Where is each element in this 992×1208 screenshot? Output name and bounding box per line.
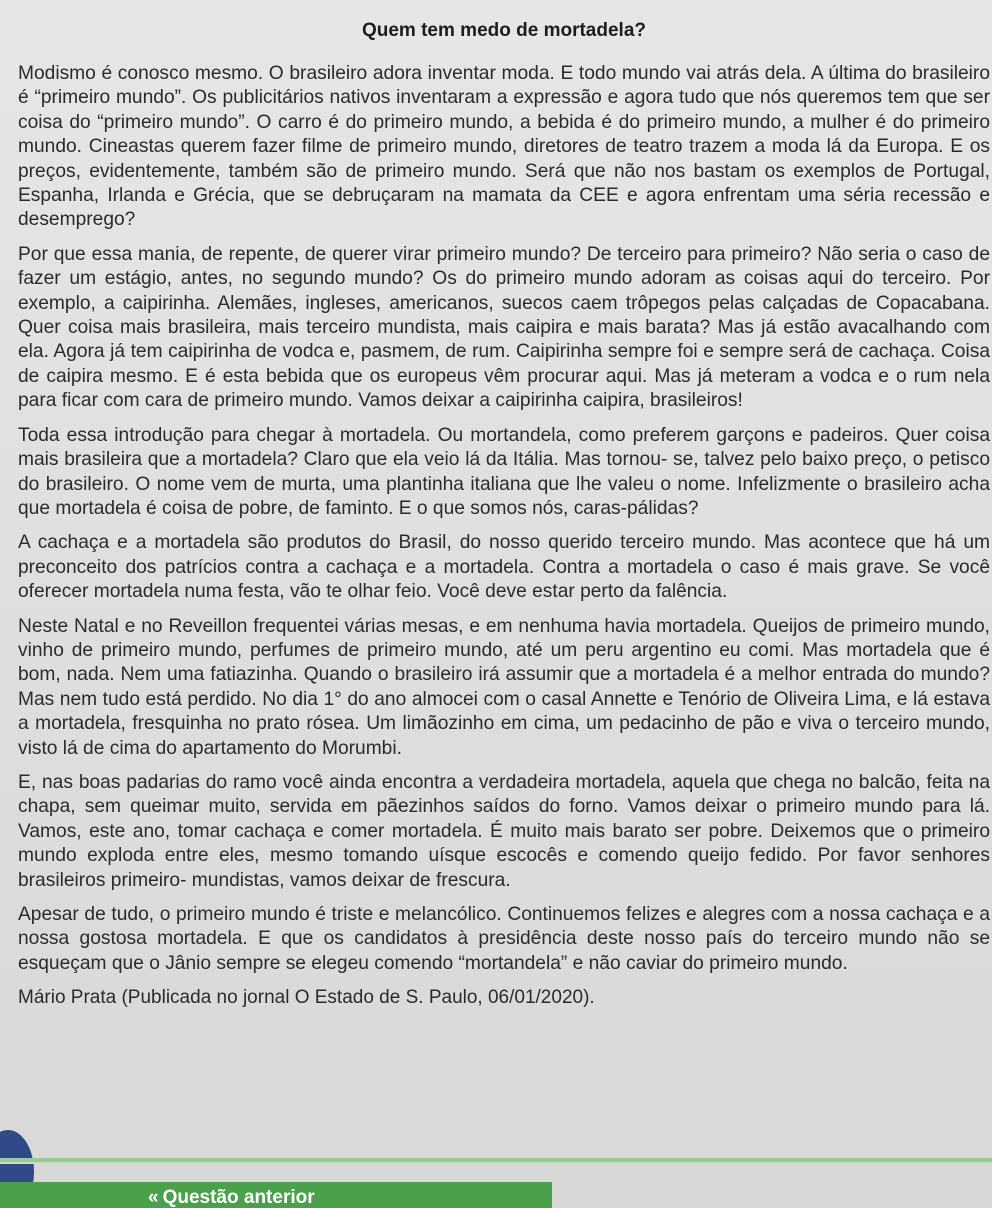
chevron-double-left-icon: «	[148, 1187, 159, 1208]
article-paragraph-7: Apesar de tudo, o primeiro mundo é triste e melancólico. Continuemos felizes e alegres com a nossa cachaça e a nossa gostosa mortadela. E que os candidatos à presidência deste nosso país do terceiro mundo não se esqueçam que o Jânio sempre se elegeu comendo “mortandela” e não caviar do primeiro mundo.	[18, 904, 990, 974]
divider-shadow	[0, 1162, 992, 1164]
previous-question-button[interactable]	[0, 1182, 552, 1208]
article-paragraph-1: Modismo é conosco mesmo. O brasileiro adora inventar moda. E todo mundo vai atrás dela. A última do brasileiro é “primeiro mundo”. Os publicitários nativos inventaram a expressão e agora tudo que nós queremos tem que ser coisa do “primeiro mundo”. O carro é do primeiro mundo, a bebida é do primeiro mundo, a mulher é do primeiro mundo. Cineastas querem fazer filme de primeiro mundo, diretores de teatro trazem a moda lá da Europa. E os preços, evidentemente, também são de primeiro mundo. Será que não nos bastam os exemplos de Portugal, Espanha, Irlanda e Grécia, que se debruçaram na mamata da CEE e agora enfrentam uma séria recessão e desemprego?	[18, 63, 990, 231]
article-paragraph-6: E, nas boas padarias do ramo você ainda encontra a verdadeira mortadela, aquela que chega no balcão, feita na chapa, sem queimar muito, servida em pãezinhos saídos do forno. Vamos deixar o primeiro mundo para lá. Vamos, este ano, tomar cachaça e comer mortadela. É muito mais barato ser pobre. Deixemos que o primeiro mundo exploda entre eles, mesmo tomando uísque escocês e comendo queijo fedido. Por favor senhores brasileiros primeiro- mundistas, vamos deixar de frescura.	[18, 771, 990, 891]
article-credit: Mário Prata (Publicada no jornal O Estado de S. Paulo, 06/01/2020).	[18, 987, 595, 1009]
article	[18, 14, 990, 1010]
article-title: Quem tem medo de mortadela?	[361, 20, 646, 41]
article-paragraph-2: Por que essa mania, de repente, de querer virar primeiro mundo? De terceiro para primeiro? Não seria o caso de fazer um estágio, antes, no segundo mundo? Os do primeiro mundo adoram as coisas aqui do terceiro. Por exemplo, a caipirinha. Alemães, ingleses, americanos, suecos caem trôpegos pelas calçadas de Copacabana. Quer coisa mais brasileira, mais terceiro mundista, mais caipira e mais barata? Mas já estão avacalhando com ela. Agora já tem caipirinha de vodca e, pasmem, de rum. Caipirinha sempre foi e sempre será de cachaça. Coisa de caipira mesmo. E é esta bebida que os europeus vêm procurar aqui. Mas já meteram a vodca e o rum nela para ficar com cara de primeiro mundo. Vamos deixar a caipirinha caipira, brasileiros!	[18, 243, 990, 412]
previous-question-label: Questão anterior	[162, 1187, 315, 1208]
article-paragraph-3: Toda essa introdução para chegar à mortadela. Ou mortandela, como preferem garçons e padeiros. Quer coisa mais brasileira que a mortadela? Claro que ela veio lá da Itália. Mas tornou- se, talvez pelo baixo preço, o petisco do brasileiro. O nome vem de murta, uma plantinha italiana que lhe valeu o nome. Infelizmente o brasileiro acha que mortadela é coisa de pobre, de faminto. E o que somos nós, caras-pálidas?	[18, 424, 990, 519]
previous-question-label-wrap	[148, 1187, 315, 1208]
article-paragraph-5: Neste Natal e no Reveillon frequentei várias mesas, e em nenhuma havia mortadela. Queijos de primeiro mundo, vinho de primeiro mundo, perfumes de primeiro mundo, até um peru argentino eu comi. Mas mortadela que é bom, nada. Nem uma fatiazinha. Quando o brasileiro irá assumir que a mortadela é a melhor entrada do mundo? Mas nem tudo está perdido. No dia 1° do ano almocei com o casal Annette e Tenório de Oliveira Lima, e lá estava a mortadela, fresquinha no prato rósea. Um limãozinho em cima, um pedacinho de pão e viva o terceiro mundo, visto lá de cima do apartamento do Morumbi.	[18, 615, 990, 759]
article-paragraph-4: A cachaça e a mortadela são produtos do Brasil, do nosso querido terceiro mundo. Mas acontece que há um preconceito dos patrícios contra a cachaça e a mortadela. Contra a mortadela o caso é mais grave. Se você oferecer mortadela numa festa, vão te olhar feio. Você deve estar perto da falência.	[18, 532, 990, 603]
